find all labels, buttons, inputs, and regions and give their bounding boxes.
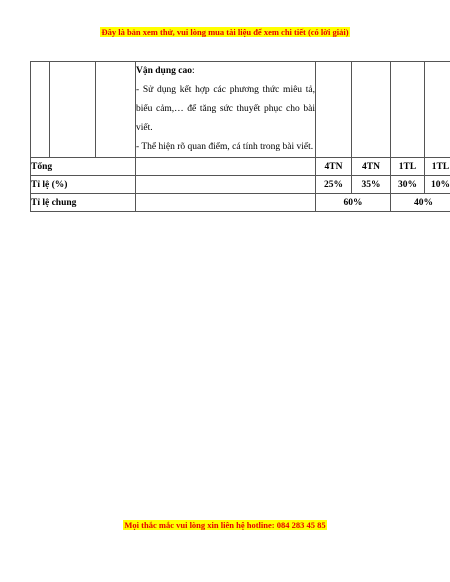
empty-cell (96, 62, 136, 158)
table-row (31, 62, 450, 158)
empty-cell (50, 62, 96, 158)
empty-cell (136, 194, 316, 212)
ratio-value: 10% (425, 176, 450, 194)
ratio-value: 25% (316, 176, 352, 194)
total-row (31, 158, 450, 176)
preview-notice-banner (0, 27, 450, 37)
hotline-notice-text: Mọi thắc mắc vui lòng xin liên hệ hotline: 084 283 45 85 (124, 520, 326, 530)
preview-notice-text: Đây là bản xem thử, vui lòng mua tài liệu để xem chi tiết (có lời giải) (101, 27, 349, 37)
heading-colon: : (191, 66, 195, 76)
overall-row (31, 194, 450, 212)
ratio-row (31, 176, 450, 194)
requirement-line-1: - Sử dụng kết hợp các phương thức miêu tả, biểu cảm,… để tăng sức thuyết phục cho bài viết. (136, 85, 315, 133)
ratio-value: 30% (391, 176, 425, 194)
overall-value: 60% (316, 194, 391, 212)
total-value: 4TN (352, 158, 391, 176)
empty-cell (136, 176, 316, 194)
empty-cell (316, 62, 352, 158)
total-value: 1TL (425, 158, 450, 176)
ratio-label: Tỉ lệ (%) (31, 176, 136, 194)
requirement-cell (136, 62, 316, 158)
empty-cell (352, 62, 391, 158)
empty-cell (31, 62, 50, 158)
requirement-line-2: - Thể hiện rõ quan điểm, cá tính trong bài viết. (136, 142, 314, 152)
assessment-matrix-table (30, 61, 450, 212)
total-label: Tổng (31, 158, 136, 176)
total-value: 4TN (316, 158, 352, 176)
ratio-value: 35% (352, 176, 391, 194)
empty-cell (136, 158, 316, 176)
empty-cell (391, 62, 425, 158)
hotline-notice-banner (0, 520, 450, 530)
overall-value: 40% (391, 194, 450, 212)
empty-cell (425, 62, 450, 158)
overall-label: Tỉ lệ chung (31, 194, 136, 212)
total-value: 1TL (391, 158, 425, 176)
requirement-heading: Vận dụng cao (136, 66, 192, 76)
